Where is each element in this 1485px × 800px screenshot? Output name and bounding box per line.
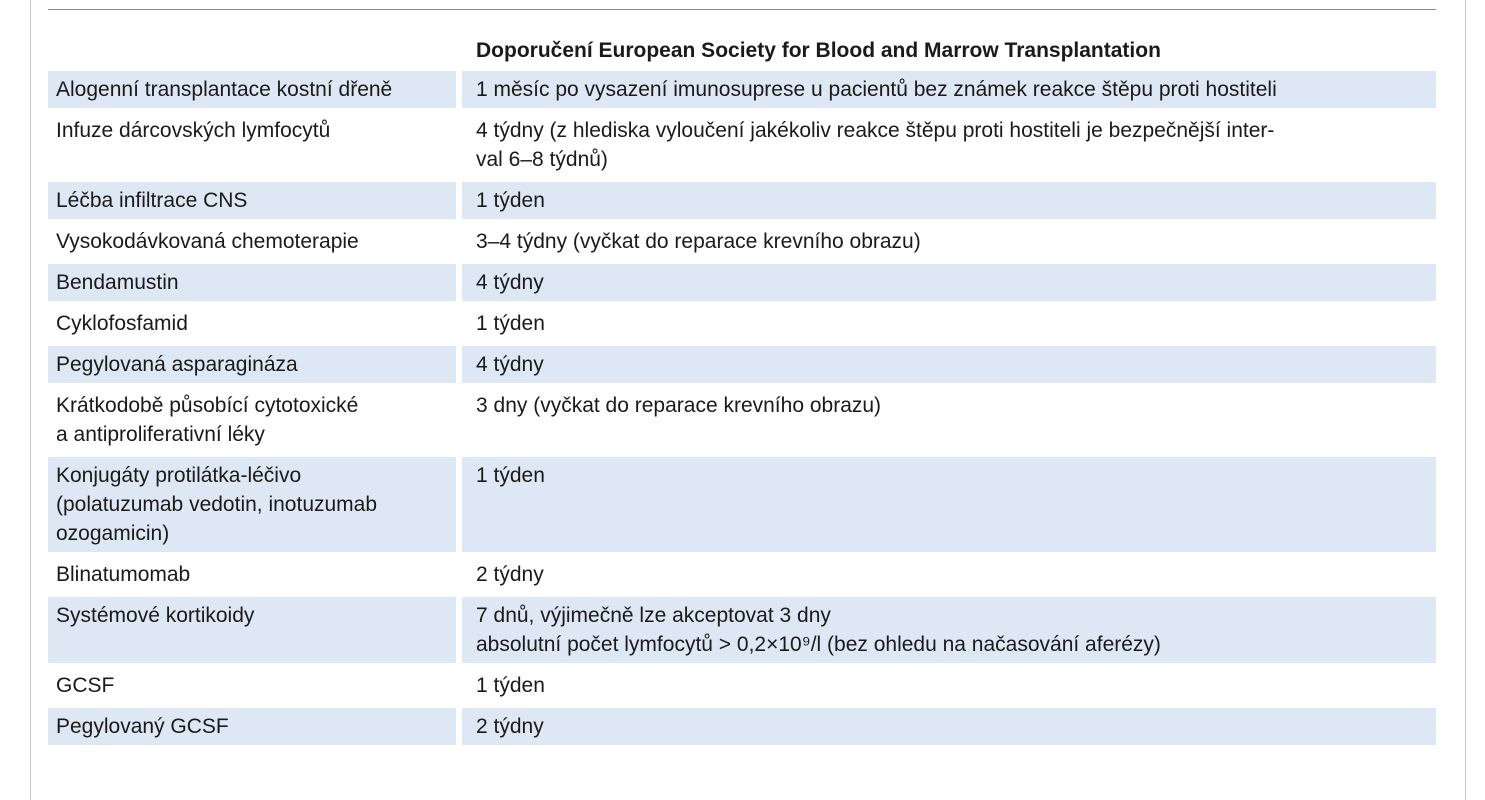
cell-therapy <box>48 597 462 663</box>
cell-therapy-line: (polatuzumab vedotin, inotuzumab <box>56 493 378 516</box>
cell-recommendation-line: 4 týdny <box>476 271 544 294</box>
cell-therapy <box>48 182 462 219</box>
cell-recommendation-line: absolutní počet lymfocytů > 0,2×10⁹/l (bez ohledu na načasování aferézy) <box>476 633 1161 656</box>
cell-therapy-line: ozogamicin) <box>56 522 170 545</box>
cell-recommendation <box>462 264 1436 301</box>
cell-therapy-line: Pegylovaný GCSF <box>56 715 229 738</box>
cell-recommendation-line: 1 týden <box>476 464 545 487</box>
cell-recommendation <box>462 387 1436 453</box>
table-row <box>48 71 1436 108</box>
cell-recommendation <box>462 667 1436 704</box>
cell-recommendation-line: 1 týden <box>476 189 545 212</box>
cell-therapy <box>48 667 462 704</box>
cell-therapy <box>48 387 462 453</box>
cell-recommendation <box>462 346 1436 383</box>
table-row <box>48 457 1436 552</box>
cell-recommendation-line: 4 týdny <box>476 353 544 376</box>
cell-therapy <box>48 223 462 260</box>
table-row <box>48 264 1436 301</box>
cell-therapy-line: Bendamustin <box>56 271 179 294</box>
cell-recommendation <box>462 112 1436 178</box>
cell-therapy-line: a antiproliferativní léky <box>56 423 265 446</box>
table-row <box>48 223 1436 260</box>
cell-therapy-line: Konjugáty protilátka-léčivo <box>56 464 302 487</box>
cell-therapy-line: Pegylovaná asparagináza <box>56 353 298 376</box>
table-row <box>48 182 1436 219</box>
cell-recommendation-line: 2 týdny <box>476 563 544 586</box>
cell-recommendation-line: 7 dnů, výjimečně lze akceptovat 3 dny <box>476 604 831 627</box>
table-row <box>48 597 1436 663</box>
cell-recommendation <box>462 71 1436 108</box>
cell-therapy-line: Léčba infiltrace CNS <box>56 189 248 212</box>
header-col-1 <box>48 30 462 67</box>
cell-recommendation <box>462 223 1436 260</box>
table-row <box>48 667 1436 704</box>
cell-therapy <box>48 71 462 108</box>
cell-recommendation-line: val 6–8 týdnů) <box>476 148 608 171</box>
cell-therapy <box>48 346 462 383</box>
cell-therapy-line: Krátkodobě působící cytotoxické <box>56 394 359 417</box>
cell-therapy-line: Vysokodávkovaná chemoterapie <box>56 230 359 253</box>
table-row <box>48 708 1436 745</box>
cell-recommendation-line: 1 týden <box>476 312 545 335</box>
cell-recommendation <box>462 556 1436 593</box>
top-rule <box>48 9 1436 10</box>
cell-recommendation-line: 4 týdny (z hlediska vyloučení jakékoliv reakce štěpu proti hostiteli je bezpečnější inter- <box>476 119 1275 142</box>
cell-recommendation-line: 3–4 týdny (vyčkat do reparace krevního obrazu) <box>476 230 921 253</box>
cell-therapy-line: Systémové kortikoidy <box>56 604 255 627</box>
cell-therapy <box>48 264 462 301</box>
table-header-row <box>48 30 1436 67</box>
table-row <box>48 387 1436 453</box>
cell-therapy <box>48 457 462 552</box>
table-body <box>48 71 1436 745</box>
cell-recommendation <box>462 305 1436 342</box>
cell-therapy-line: GCSF <box>56 674 115 697</box>
cell-recommendation-line: 2 týdny <box>476 715 544 738</box>
cell-recommendation <box>462 182 1436 219</box>
cell-recommendation-line: 3 dny (vyčkat do reparace krevního obrazu) <box>476 394 882 417</box>
cell-therapy <box>48 708 462 745</box>
cell-therapy <box>48 305 462 342</box>
recommendation-table <box>48 26 1436 749</box>
cell-recommendation <box>462 597 1436 663</box>
cell-therapy-line: Alogenní transplantace kostní dřeně <box>56 78 393 101</box>
table-row <box>48 112 1436 178</box>
cell-therapy-line: Blinatumomab <box>56 563 191 586</box>
cell-recommendation <box>462 457 1436 552</box>
cell-recommendation-line: 1 týden <box>476 674 545 697</box>
cell-therapy <box>48 112 462 178</box>
cell-therapy-line: Cyklofosfamid <box>56 312 188 335</box>
table-row <box>48 346 1436 383</box>
table-row <box>48 305 1436 342</box>
cell-therapy <box>48 556 462 593</box>
cell-recommendation <box>462 708 1436 745</box>
cell-therapy-line: Infuze dárcovských lymfocytů <box>56 119 331 142</box>
table-row <box>48 556 1436 593</box>
header-col-2: Doporučení European Society for Blood and Marrow Transplantation <box>462 30 1436 67</box>
cell-recommendation-line: 1 měsíc po vysazení imunosuprese u pacientů bez známek reakce štěpu proti hostiteli <box>476 78 1277 101</box>
